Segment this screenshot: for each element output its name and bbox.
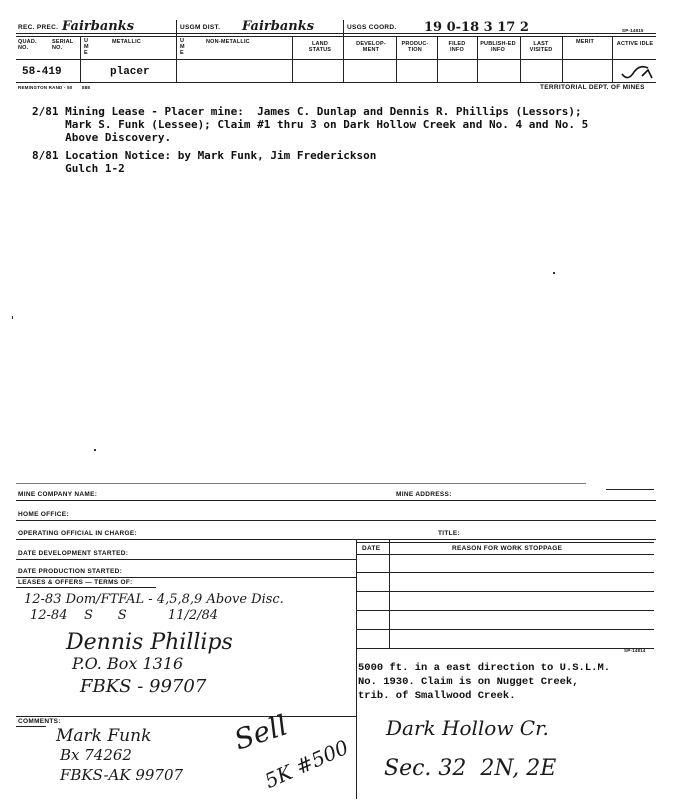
title-label: TITLE:	[438, 530, 461, 537]
creek-note: Dark Hollow Cr.	[386, 716, 549, 740]
date-development-label: DATE DEVELOPMENT STARTED:	[18, 550, 129, 557]
comment-name: Mark Funk	[56, 726, 152, 746]
ume-left-m: M	[84, 44, 89, 50]
operating-official-label: OPERATING OFFICIAL IN CHARGE:	[18, 530, 137, 537]
section-note: Sec. 32 2N, 2E	[384, 756, 557, 781]
signature-po-box: P.O. Box 1316	[72, 654, 184, 673]
entry-2-line-2: Gulch 1-2	[32, 162, 125, 175]
sell-note: Sell	[230, 708, 292, 757]
col-filed-info: FILED INFO	[448, 41, 466, 53]
entry-1-line-2: Mark S. Funk (Lessee); Claim #1 thru 3 on Dark Hollow Creek and No. 4 and No. 5	[32, 118, 589, 131]
date-header: DATE	[362, 545, 381, 552]
check-mark-icon	[618, 60, 658, 84]
col-quad-no: QUAD. NO.	[18, 39, 37, 51]
ume-left-e: E	[84, 50, 88, 56]
comment-city: FBKS-AK 99707	[60, 766, 184, 784]
col-active-idle: ACTIVE IDLE	[616, 41, 654, 47]
col-published-info: PUBLISH-ED INFO	[480, 41, 516, 53]
ume-right-m: M	[180, 44, 185, 50]
signature-name: Dennis Phillips	[66, 630, 233, 655]
leases-offers-label: LEASES & OFFERS — TERMS OF:	[18, 579, 133, 586]
col-land-status: LAND STATUS	[308, 41, 332, 53]
col-serial-no: SERIAL NO.	[52, 39, 74, 51]
mine-address-label: MINE ADDRESS:	[396, 491, 452, 498]
rec-prec-label: REC. PREC.	[18, 24, 59, 31]
typed-note-line-2: No. 1930. Claim is on Nugget Creek,	[358, 676, 579, 688]
col-last-visited: LAST VISITED	[529, 41, 553, 53]
ume-right-u: U	[180, 38, 185, 44]
date-production-label: DATE PRODUCTION STARTED:	[18, 568, 123, 575]
speck	[553, 272, 555, 274]
typed-note-line-3: trib. of Smallwood Creek.	[358, 690, 516, 702]
ume-left-u: U	[84, 38, 89, 44]
col-merit: MERIT	[576, 39, 595, 45]
col-metallic: METALLIC	[112, 39, 141, 45]
entry-2-line-1: 8/81 Location Notice: by Mark Funk, Jim Frederickson	[32, 149, 377, 162]
rec-prec-value: Fairbanks	[62, 19, 135, 34]
signature-city: FBKS - 99707	[80, 676, 207, 697]
home-office-label: HOME OFFICE:	[18, 511, 69, 518]
ume-right-e: E	[180, 50, 184, 56]
bottom-form-number: SP-14814	[624, 648, 646, 653]
speck	[94, 449, 96, 451]
col-development: DEVELOP-MENT	[356, 41, 386, 53]
price-note: 5K #500	[260, 734, 353, 794]
reason-header: REASON FOR WORK STOPPAGE	[452, 545, 563, 552]
header-footer-right: TERRITORIAL DEPT. OF MINES	[540, 84, 645, 91]
lease-note-line-1: 12-83 Dom/FTFAL - 4,5,8,9 Above Disc.	[24, 592, 284, 607]
header-footer-code: 888	[82, 85, 91, 90]
col-production: PRODUC-TION	[401, 41, 429, 53]
usgs-coord-value: 19 0-18 3 17 2	[424, 20, 529, 35]
metallic-value: placer	[110, 66, 150, 78]
comment-box: Bx 74262	[60, 746, 132, 764]
mine-company-name-label: MINE COMPANY NAME:	[18, 491, 98, 498]
entry-1-line-1: 2/81 Mining Lease - Placer mine: James C. Dunlap and Dennis R. Phillips (Lessors);	[32, 105, 582, 118]
usgm-dist-value: Fairbanks	[242, 19, 315, 34]
lease-note-line-2: 12-84 S S 11/2/84	[30, 608, 219, 623]
typed-note-line-1: 5000 ft. in a east direction to U.S.L.M.	[358, 662, 611, 674]
header-footer-left: REMINGTON RAND - 50	[18, 85, 73, 90]
col-non-metallic: NON-METALLIC	[206, 39, 250, 45]
entry-1-line-3: Above Discovery.	[32, 131, 172, 144]
comments-label: COMMENTS:	[18, 718, 61, 725]
usgs-coord-label: USGS COORD.	[347, 24, 397, 31]
speck	[12, 316, 13, 319]
quad-value: 58-419	[22, 66, 62, 78]
header-form-number: SP-14815	[622, 28, 644, 33]
usgm-dist-label: USGM DIST.	[180, 24, 221, 31]
